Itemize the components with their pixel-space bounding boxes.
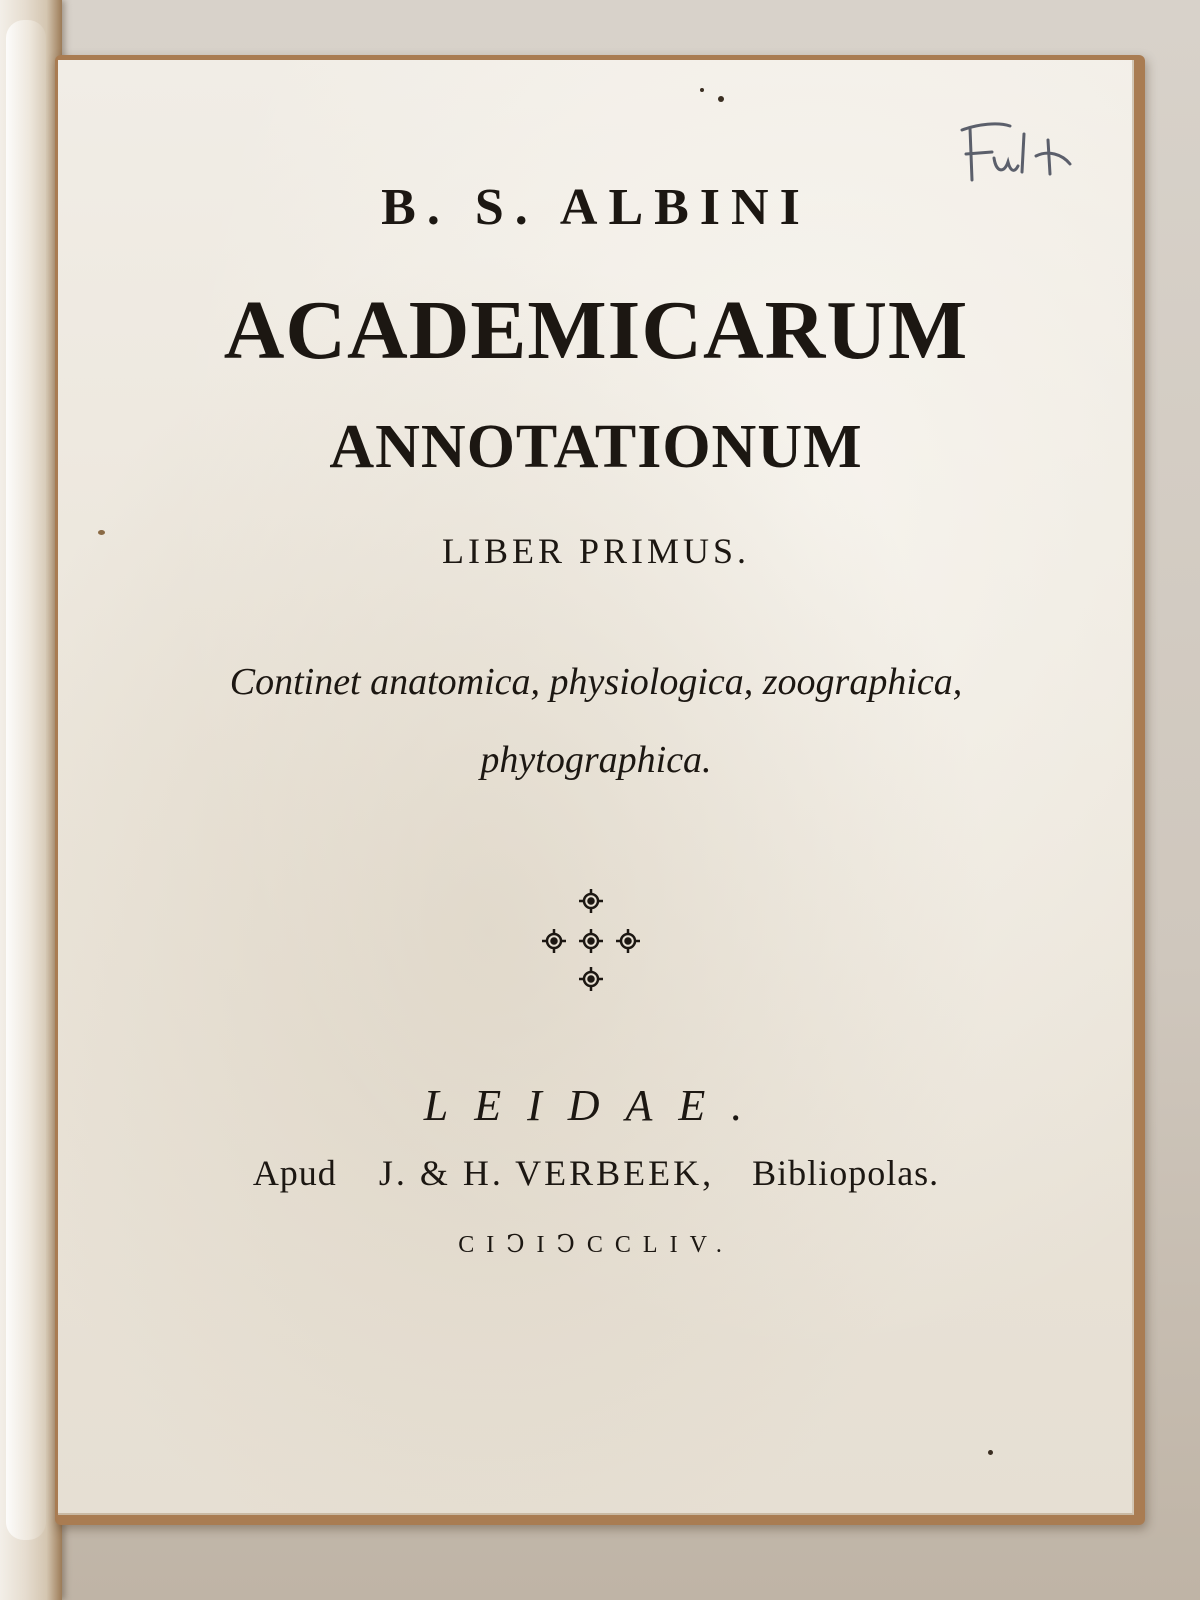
- title-line-annotationum: ANNOTATIONUM: [329, 413, 863, 481]
- publisher-name: J. & H. VERBEEK,: [378, 1153, 715, 1193]
- fleuron-cross-ornament-icon: [536, 885, 646, 995]
- publisher-prefix: Apud: [252, 1153, 337, 1193]
- book-number-line: LIBER PRIMUS.: [441, 531, 751, 571]
- paper-speck: [700, 88, 704, 92]
- contents-description-line-1: Continet anatomica, physiologica, zoographica,: [229, 661, 963, 703]
- imprint-date: CIↃIↃCCLIV.: [458, 1232, 734, 1258]
- publisher-suffix: Bibliopolas.: [752, 1153, 940, 1193]
- paper-speck: [718, 96, 724, 102]
- imprint-publisher: [58, 1152, 1134, 1194]
- paper-speck: [98, 530, 105, 535]
- imprint-place: LEIDAE.: [423, 1081, 769, 1130]
- paper-speck: [988, 1450, 993, 1455]
- title-line-academicarum: ACADEMICARUM: [223, 284, 969, 377]
- author-line: B. S. ALBINI: [381, 179, 811, 236]
- title-page: [58, 60, 1134, 1515]
- spine-fold: [6, 20, 46, 1540]
- contents-description-line-2: phytographica.: [480, 739, 712, 781]
- book-spine: [0, 0, 62, 1600]
